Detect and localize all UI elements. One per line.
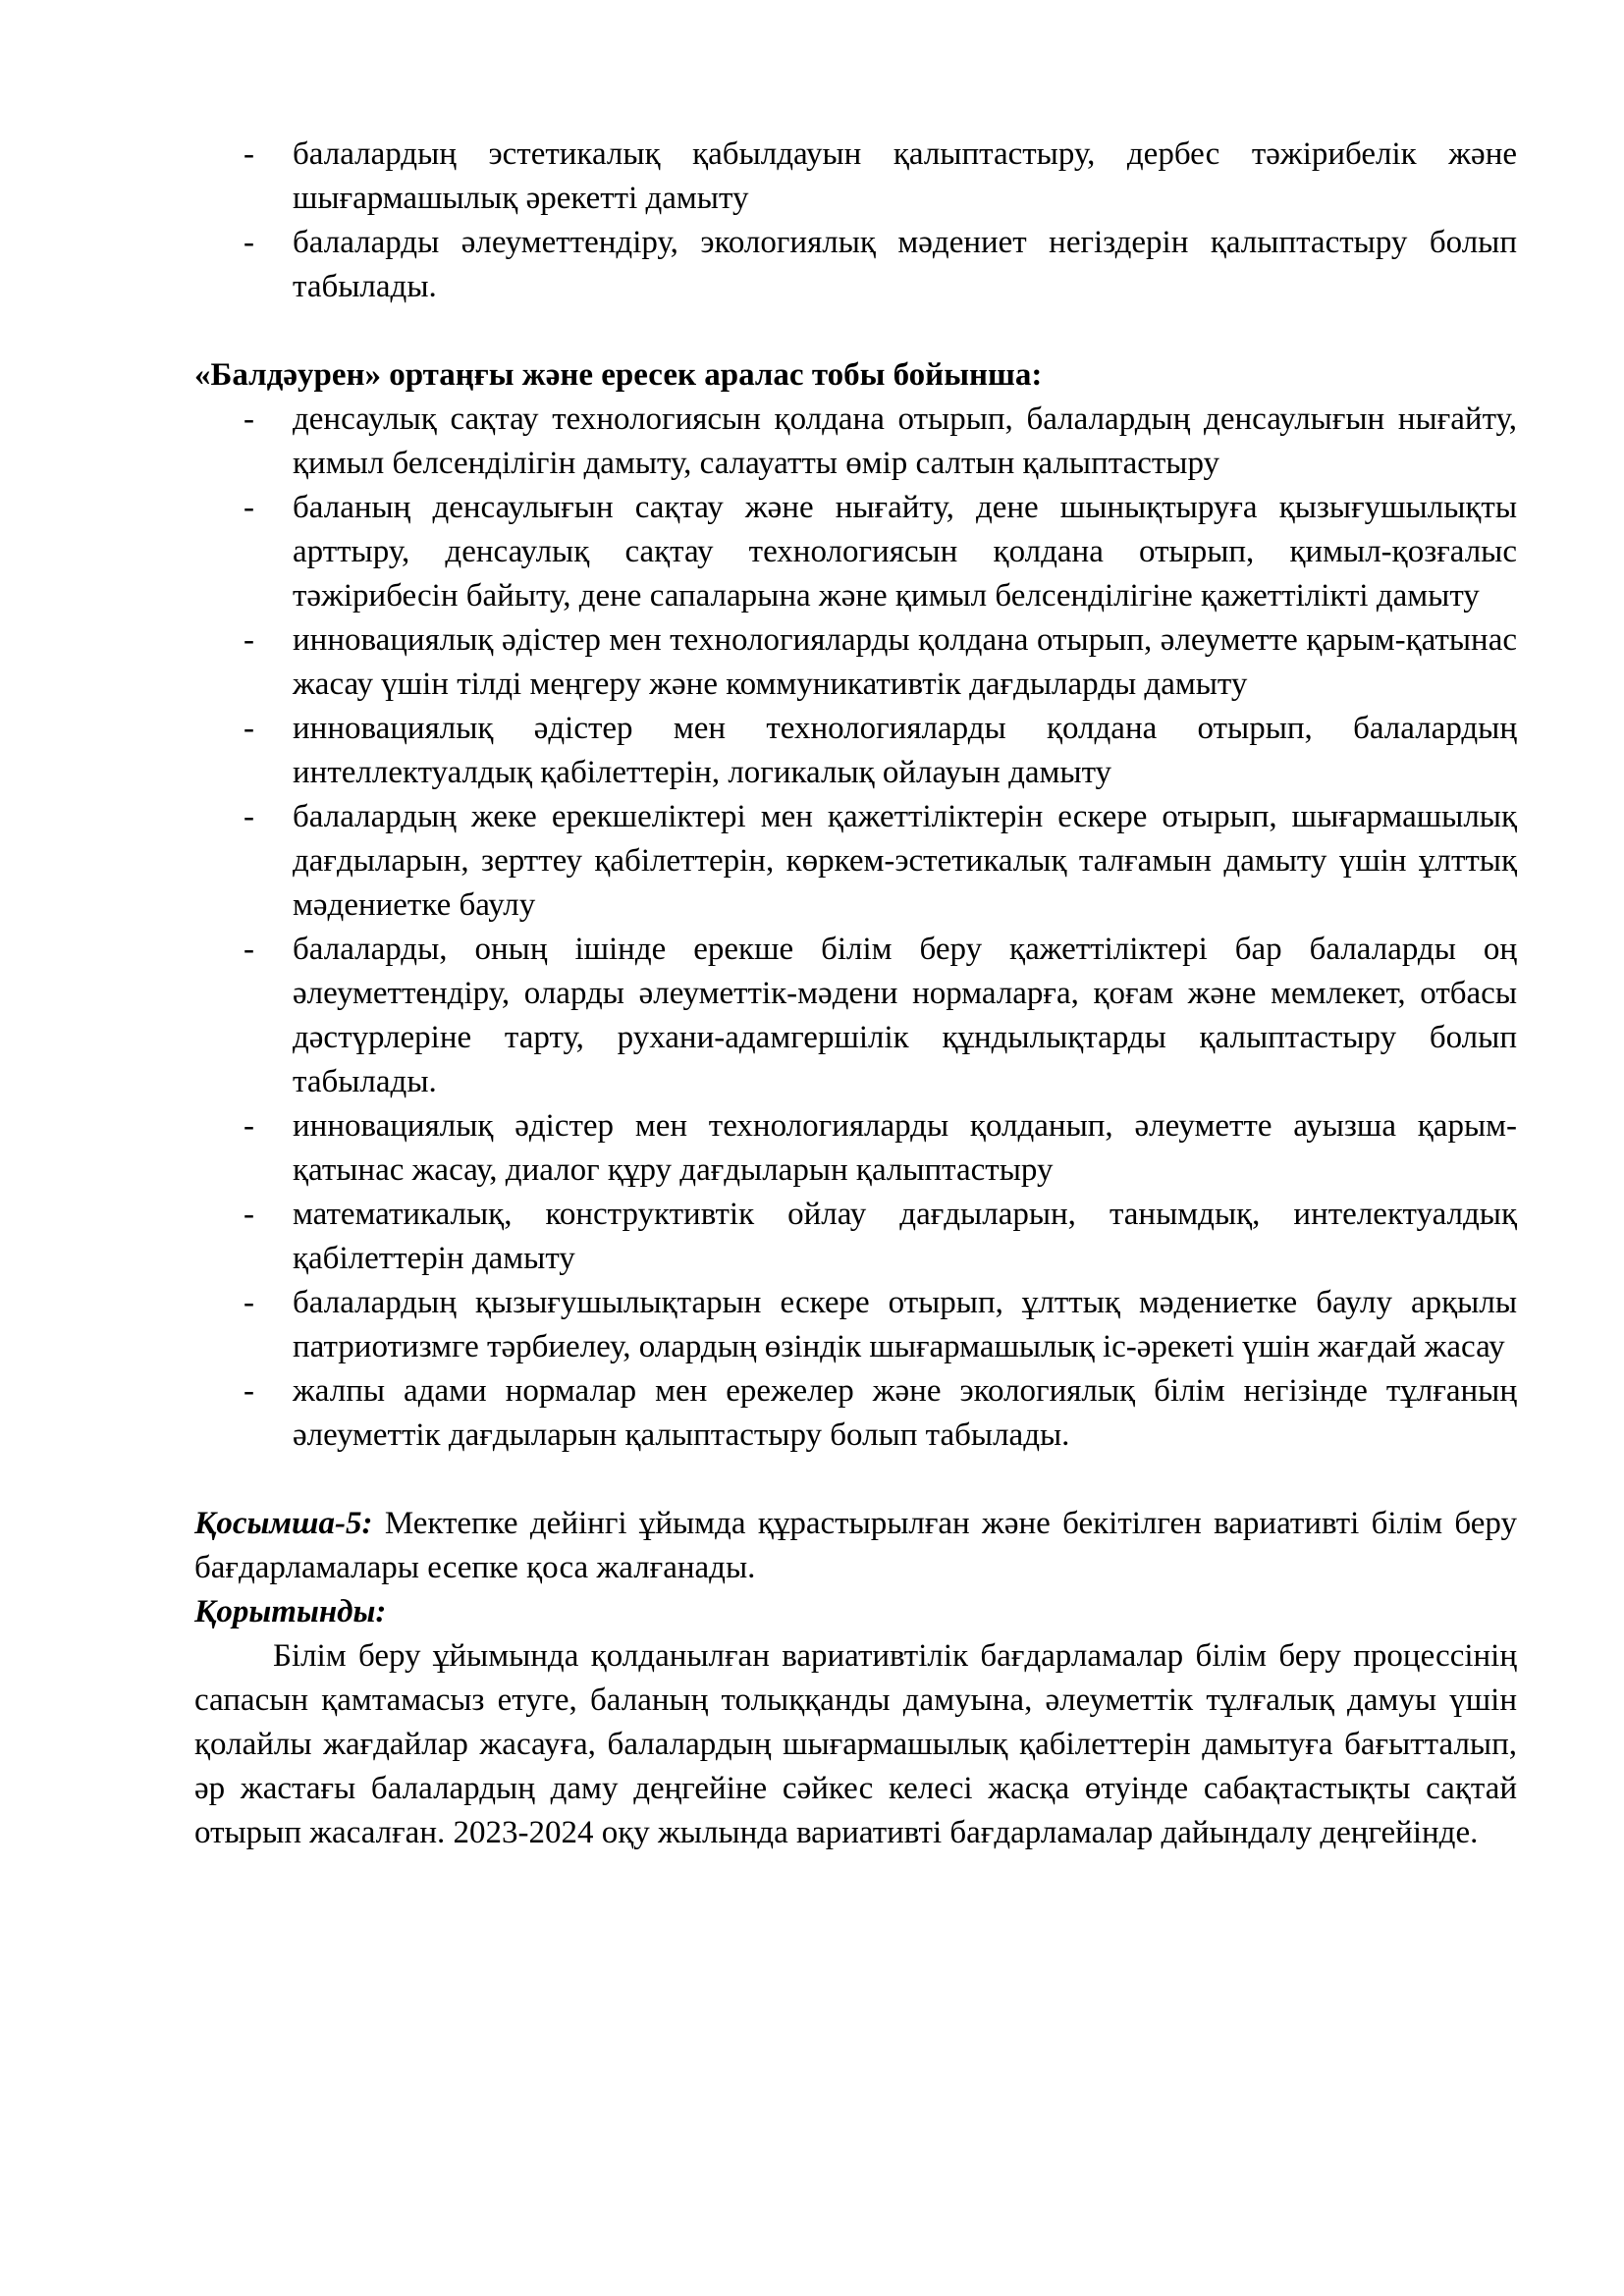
section-heading: «Балдәурен» ортаңғы және ересек аралас тобы бойынша: xyxy=(194,357,1043,393)
list-item: - инновациялық әдістер мен технологияларды қолданып, әлеуметте ауызша қарым-қатынас жасау, диалог құру дағдыларын қалыптастыру xyxy=(194,1104,1517,1193)
list-item: - денсаулық сақтау технологиясын қолдана отырып, балалардың денсаулығын нығайту, қимыл белсенділігін дамыту, салауатты өмір салтын қалыптастыру xyxy=(194,398,1517,486)
appendix-paragraph xyxy=(194,1502,1517,1590)
list-item: - балалардың қызығушылықтарын ескере отырып, ұлттық мәдениетке баулу арқылы патриотизмге тәрбиелеу, олардың өзіндік шығармашылық іс-әрекеті үшін жағдай жасау xyxy=(194,1281,1517,1369)
list-item: - математикалық, конструктивтік ойлау дағдыларын, танымдық, интелектуалдық қабілеттерін дамыту xyxy=(194,1193,1517,1281)
list-item: - балаларды әлеуметтендіру, экологиялық мәдениет негіздерін қалыптастыру болып табылады. xyxy=(194,221,1517,309)
list-item: - жалпы адами нормалар мен ережелер және экологиялық білім негізінде тұлғаның әлеуметтік дағдыларын қалыптастыру болып табылады. xyxy=(194,1369,1517,1458)
intro-list xyxy=(194,133,1517,309)
conclusion-title: Қорытынды: xyxy=(194,1594,387,1629)
appendix-label: Қосымша-5: xyxy=(194,1506,373,1541)
list-item: - баланың денсаулығын сақтау және нығайту, дене шынықтыруға қызығушылықты арттыру, денсаулық сақтау технологиясын қолдана отырып, қимыл-қозғалыс тәжірибесін байыту, дене сапаларына және қимыл белсенділігіне қажеттілікті дамыту xyxy=(194,486,1517,618)
document-page xyxy=(194,133,1517,1855)
list-item: - балаларды, оның ішінде ерекше білім беру қажеттіліктері бар балаларды оң әлеуметтендіру, оларды әлеуметтік-мәдени нормаларға, қоғам және мемлекет, отбасы дәстүрлеріне тарту, рухани-адамгершілік құндылықтарды қалыптастыру болып табылады. xyxy=(194,928,1517,1104)
list-item: - инновациялық әдістер мен технологияларды қолдана отырып, әлеуметте қарым-қатынас жасау үшін тілді меңгеру және коммуникативтік дағдыларды дамыту xyxy=(194,618,1517,707)
appendix-text: Мектепке дейінгі ұйымда құрастырылған және бекітілген вариативті білім беру бағдарламалары есепке қоса жалғанады. xyxy=(194,1506,1517,1585)
list-item: - инновациялық әдістер мен технологияларды қолдана отырып, балалардың интеллектуалдық қабілеттерін, логикалық ойлауын дамыту xyxy=(194,707,1517,795)
conclusion-body: Білім беру ұйымында қолданылған вариативтілік бағдарламалар білім беру процессінің сапасын қамтамасыз етуге, баланың толыққанды дамуына, әлеуметтік тұлғалық дамуы үшін қолайлы жағдайлар жасауға, балалардың шығармашылық қабілеттерін дамытуға бағытталып, әр жастағы балалардың даму деңгейіне сәйкес келесі жасқа өтуінде сабақтастықты сақтай отырып жасалған. 2023-2024 оқу жылында вариативті бағдарламалар дайындалу деңгейінде. xyxy=(194,1638,1517,1850)
section-list xyxy=(194,398,1517,1458)
list-item: - балалардың эстетикалық қабылдауын қалыптастыру, дербес тәжірибелік және шығармашылық әрекетті дамыту xyxy=(194,133,1517,221)
list-item: - балалардың жеке ерекшеліктері мен қажеттіліктерін ескере отырып, шығармашылық дағдыларын, зерттеу қабілеттерін, көркем-эстетикалық талғамын дамыту үшін ұлттық мәдениетке баулу xyxy=(194,795,1517,928)
